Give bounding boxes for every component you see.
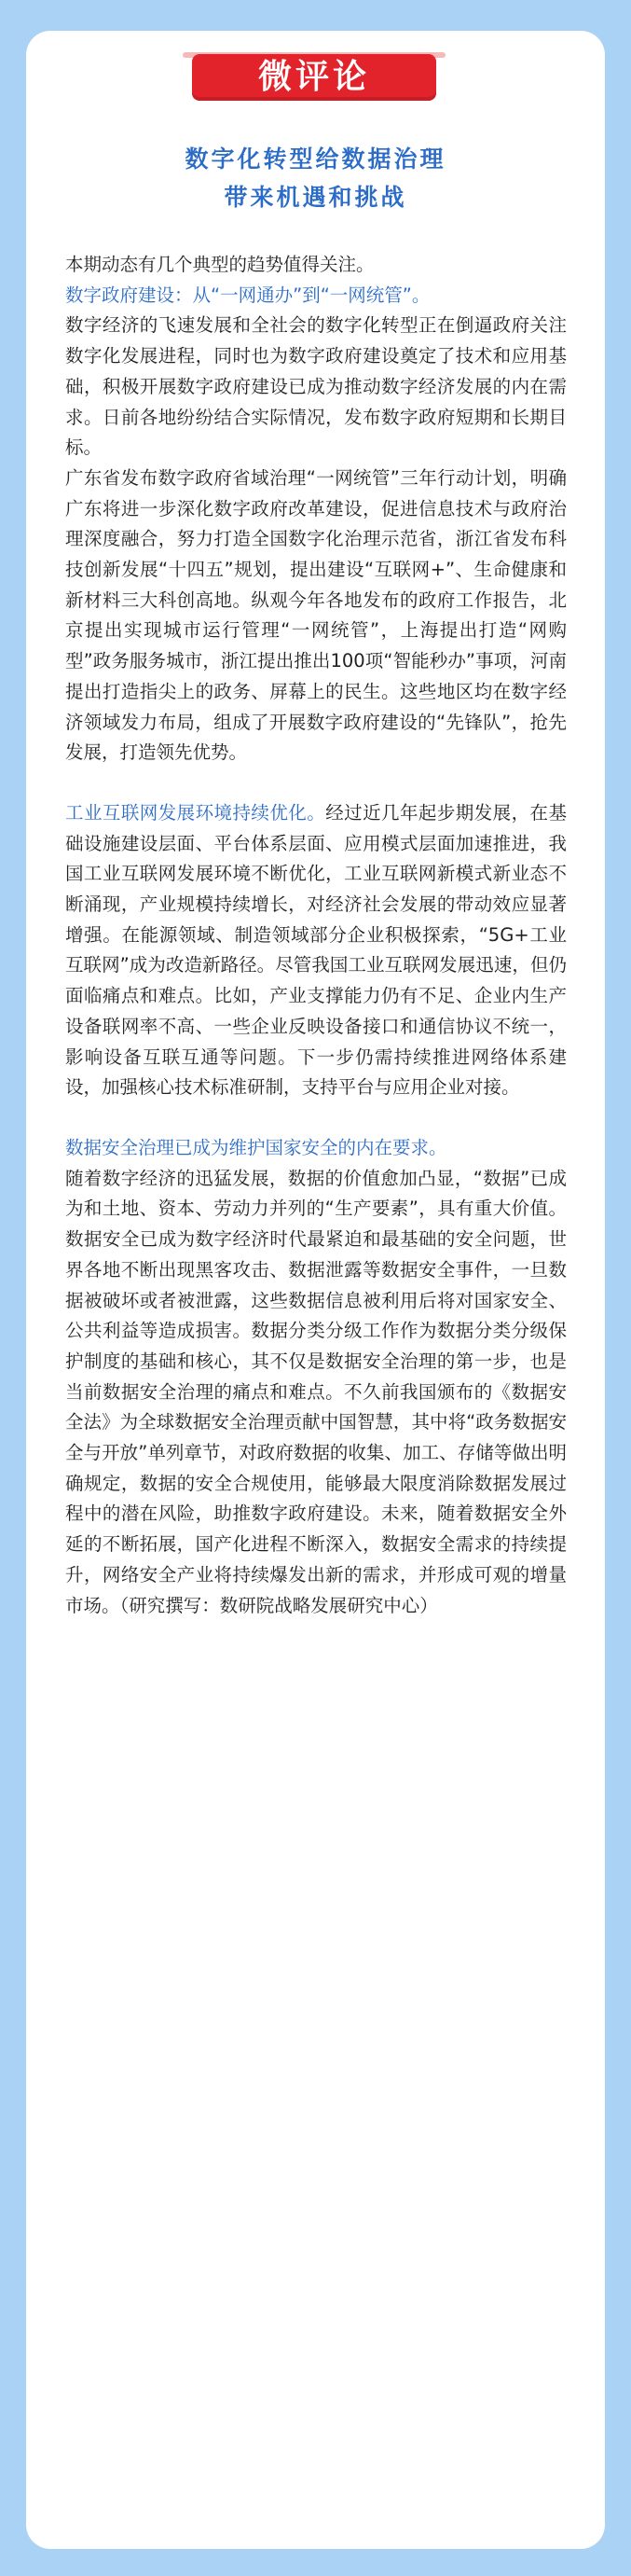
article-title-line-1: 数字化转型给数据治理 (185, 145, 446, 173)
section-paragraph: 广东省发布数字政府省域治理“一网统管”三年行动计划，明确广东将进一步深化数字政府改革建设，促进信息技术与政府治理深度融合，努力打造全国数字化治理示范省，浙江省发布科技创新发展“十四五”规划，提出建设“互联网+”、生命健康和新材料三大科创高地。纵观今年各地发布的政府工作报告，北京提出实现城市运行管理“一网统管”，上海提出打造“网购型”政务服务城市，浙江提出推出100项“智能秒办”事项，河南提出打造指尖上的政务、屏幕上的民生。这些地区均在数字经济领域发力布局，组成了开展数字政府建设的“先锋队”，抢先发展，打造领先优势。 (65, 466, 567, 764)
section-digital-government (65, 281, 567, 769)
section-industrial-internet (65, 798, 567, 1103)
section-paragraph: 数字经济的飞速发展和全社会的数字化转型正在倒逼政府关注数字化发展进程，同时也为数字政府建设奠定了技术和应用基础，积极开展数字政府建设已成为推动数字经济发展的内在需求。日前各地纷纷结合实际情况，发布数字政府短期和长期目标。 (65, 314, 567, 459)
section-heading: 数据安全治理已成为维护国家安全的内在要求。 (65, 1136, 447, 1158)
author-credit: （研究撰写：数研院战略发展研究中心） (119, 1594, 438, 1616)
section-heading: 数字政府建设：从“一网通办”到“一网统管”。 (65, 284, 431, 306)
section-heading: 工业互联网发展环境持续优化。 (65, 801, 326, 824)
column-banner (192, 54, 436, 101)
intro-paragraph: 本期动态有几个典型的趋势值得关注。 (65, 254, 375, 275)
section-body: 随着数字经济的迅猛发展，数据的价值愈加凸显，“数据”已成为和土地、资本、劳动力并列的“生产要素”，具有重大价值。数据安全已成为数字经济时代最紧迫和最基础的安全问题，世界各地不断出现黑客攻击、数据泄露等数据安全事件，一旦数据被破坏或者被泄露，这些数据信息被利用后将对国家安全、公共利益等造成损害。数据分类分级工作作为数据分类分级保护制度的基础和核心，其不仅是数据安全治理的第一步，也是当前数据安全治理的痛点和难点。不久前我国颁布的《数据安全法》为全球数据安全治理贡献中国智慧，其中将“政务数据安全与开放”单列章节，对政府数据的收集、加工、存储等做出明确规定，数据的安全合规使用，能够最大限度消除数据发展过程中的潜在风险，助推数字政府建设。未来，随着数据安全外延的不断拓展，国产化进程不断深入，数据安全需求的持续提升，网络安全产业将持续爆发出新的需求，并形成可观的增量市场。 (65, 1167, 567, 1616)
section-paragraph (65, 1164, 567, 1622)
article-title-line-2: 带来机遇和挑战 (224, 184, 407, 211)
section-paragraph (65, 798, 567, 1103)
banner-label: 微评论 (257, 58, 370, 96)
section-data-security (65, 1133, 567, 1621)
article-body (65, 250, 567, 1651)
section-body: 经过近几年起步期发展，在基础设施建设层面、平台体系层面、应用模式层面加速推进，我国工业互联网发展环境不断优化，工业互联网新模式新业态不断涌现，产业规模持续增长，对经济社会发展的带动效应显著增强。在能源领域、制造领域部分企业积极探索，“5G+工业互联网”成为改造新路径。尽管我国工业互联网发展迅速，但仍面临痛点和难点。比如，产业支撑能力仍有不足、企业内生产设备联网率不高、一些企业反映设备接口和通信协议不统一，影响设备互联互通等问题。下一步仍需持续推进网络体系建设，加强核心技术标准研制，支持平台与应用企业对接。 (65, 801, 567, 1099)
